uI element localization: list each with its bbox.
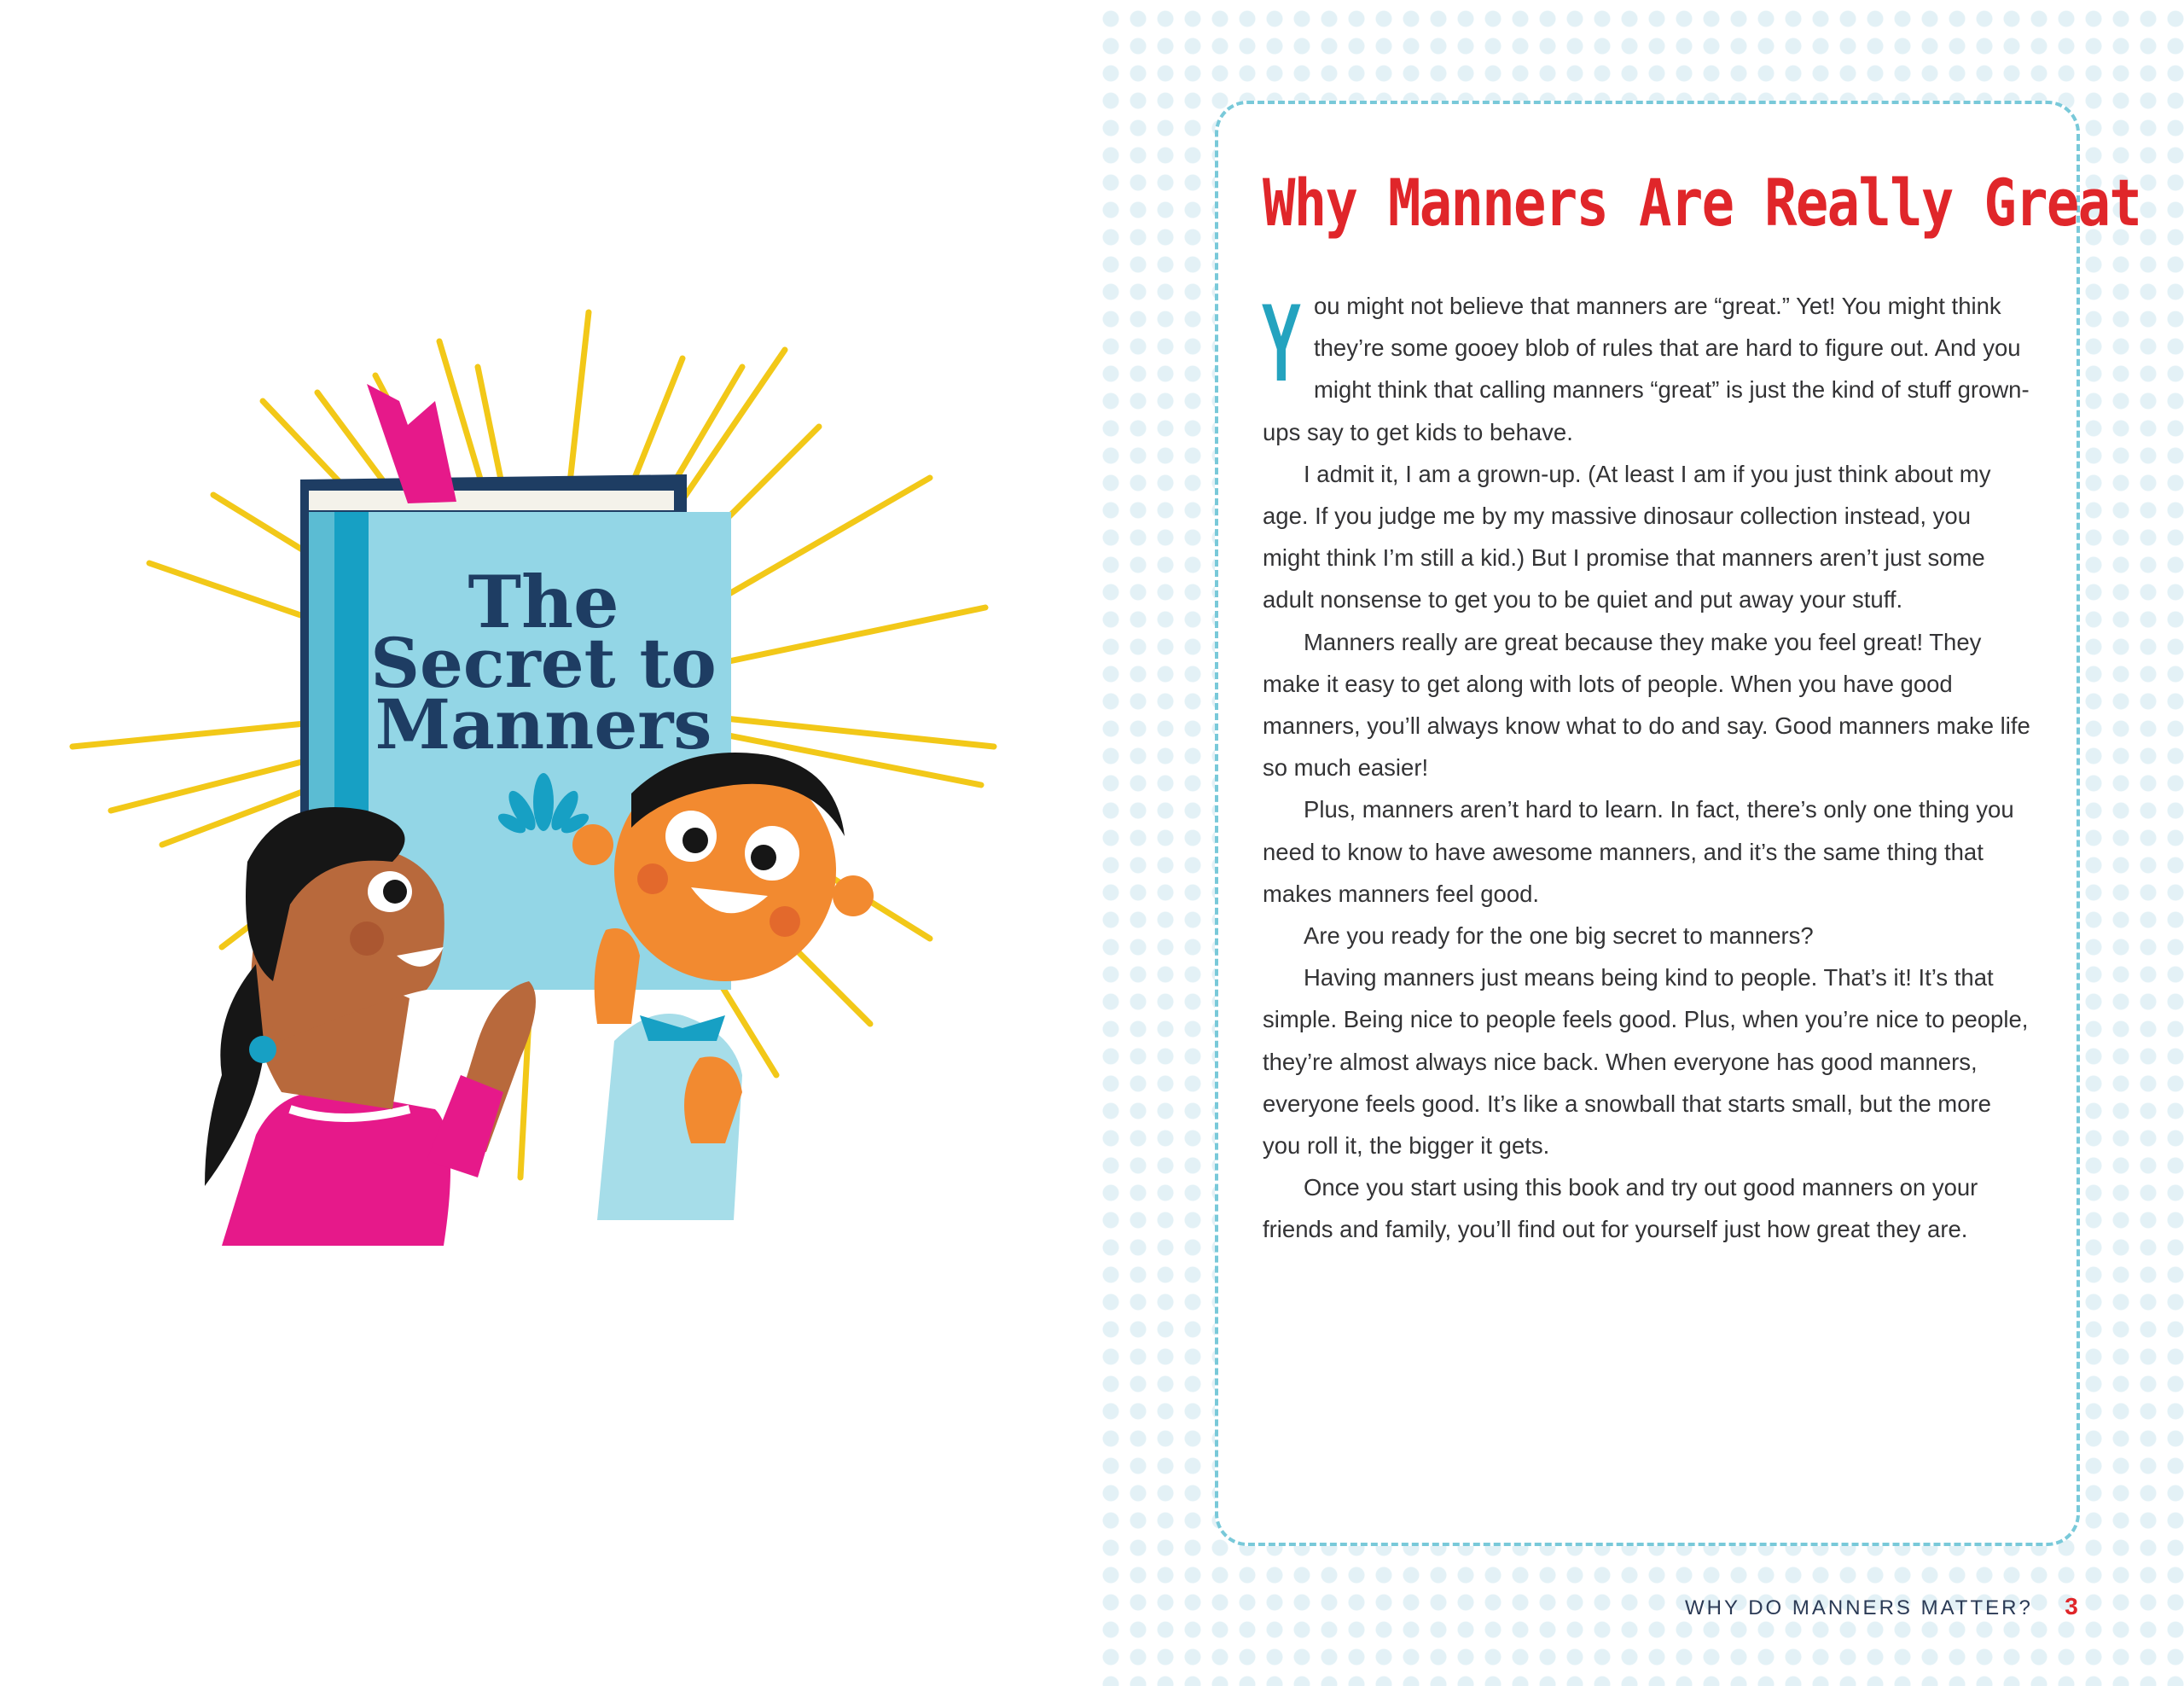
section-heading: Why Manners Are Really Great xyxy=(1263,165,2141,241)
paragraph-1 xyxy=(1261,280,2030,453)
paragraph-2: I admit it, I am a grown-up. (At least I am if you just think about my age. If you judge me by my massive dinosaur collection instead, you might think I’m still a kid.) But I promise that manners aren’t just some adult nonsense to get you to be quiet and put away your stuff. xyxy=(1263,460,1991,613)
paragraph-4: Plus, manners aren’t hard to learn. In fact, there’s only one thing you need to know to have awesome manners, and it’s the same thing that makes manners feel good. xyxy=(1263,796,2014,907)
book-title-line-3: Manners xyxy=(375,684,712,765)
page-number: 3 xyxy=(2065,1593,2078,1619)
book-illustration xyxy=(60,290,1015,1263)
running-footer-title: WHY DO MANNERS MATTER? xyxy=(1685,1596,2033,1619)
paragraph-6: Having manners just means being kind to people. That’s it! It’s that simple. Being nice to people feels good. Plus, when you’re nice to people, they’re almost always nice back. When everyone has good manners, everyone feels good. It’s like a snowball that starts small, but the more you roll it, the bigger it gets. xyxy=(1263,964,2029,1160)
book-title-line-1: The xyxy=(468,560,619,644)
body-text xyxy=(1261,280,2030,1251)
paragraph-5: Are you ready for the one big secret to manners? xyxy=(1304,922,1814,950)
paragraph-1-text: ou might not believe that manners are “great.” Yet! You might think they’re some gooey blob of rules that are hard to figure out. And you might think that calling manners “great” is just the kind of stuff grown-ups say to get kids to behave. xyxy=(1263,293,2030,445)
paragraph-7: Once you start using this book and try out good manners on your friends and family, you’ll find out for yourself just how great they are. xyxy=(1263,1174,1978,1243)
drop-cap: Y xyxy=(1261,280,1302,404)
paragraph-3: Manners really are great because they make you feel great! They make it easy to get along with lots of people. When you have good manners, you’ll always know what to do and say. Good manners make life so much easier! xyxy=(1263,628,2030,782)
book-title-line-2: Secret to xyxy=(370,623,717,703)
